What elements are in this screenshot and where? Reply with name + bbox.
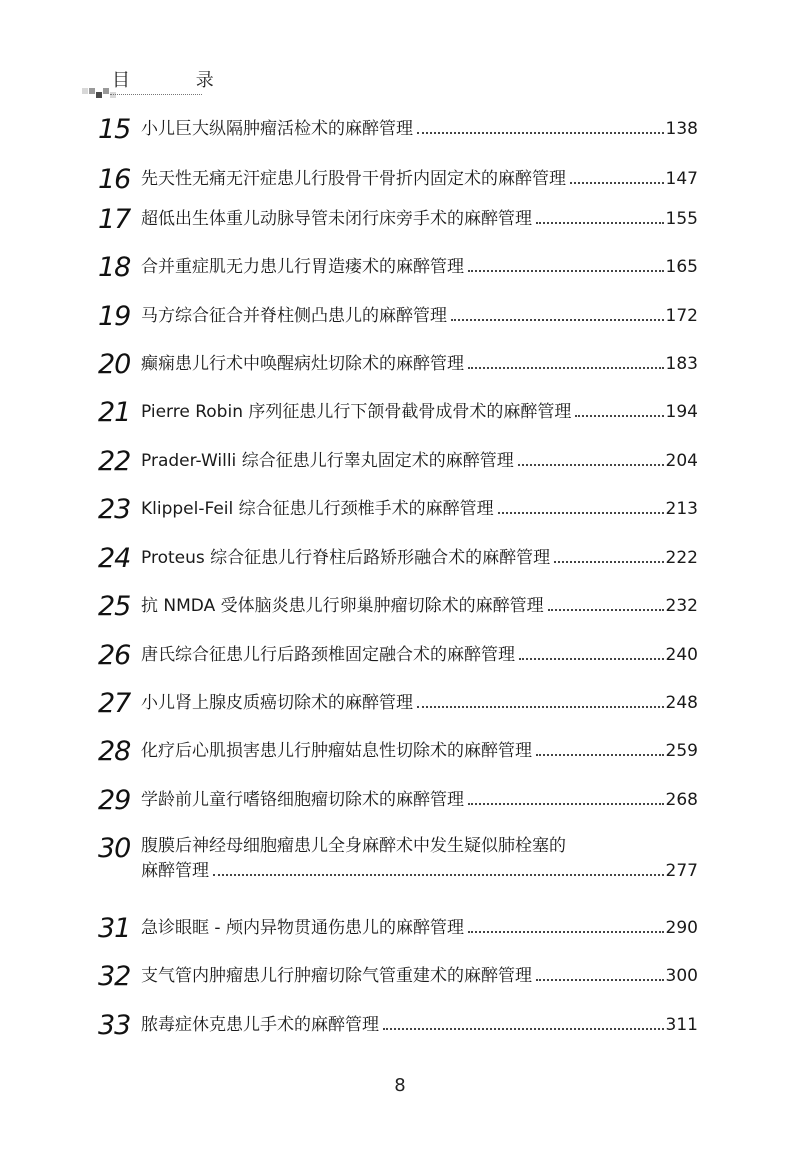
- chapter-title: 小儿巨大纵隔肿瘤活检术的麻醉管理: [141, 119, 413, 139]
- toc-entry[interactable]: [98, 495, 698, 535]
- dot-leader: [498, 512, 664, 514]
- dot-leader: [468, 931, 664, 933]
- chapter-title: Klippel-Feil 综合征患儿行颈椎手术的麻醉管理: [141, 499, 494, 519]
- toc-entry[interactable]: [98, 544, 698, 584]
- chapter-number: 31: [98, 913, 131, 944]
- dot-leader: [468, 270, 664, 272]
- toc-entry[interactable]: [98, 833, 698, 881]
- page-reference: 268: [665, 790, 698, 810]
- decoration-square: [96, 92, 102, 98]
- chapter-number: 15: [98, 114, 131, 145]
- chapter-number: 29: [98, 785, 131, 816]
- toc-entry[interactable]: [98, 350, 698, 390]
- chapter-number: 17: [98, 204, 131, 235]
- page-reference: 165: [665, 257, 698, 277]
- dot-leader: [548, 609, 664, 611]
- running-header: [82, 62, 244, 102]
- toc-entry[interactable]: [98, 786, 698, 826]
- page-reference: 290: [665, 918, 698, 938]
- chapter-number: 26: [98, 640, 131, 671]
- chapter-number: 30: [98, 833, 131, 864]
- toc-entry[interactable]: [98, 205, 698, 245]
- dot-leader: [570, 182, 664, 184]
- page-number: 8: [394, 1075, 406, 1096]
- page-reference: 172: [665, 306, 698, 326]
- toc-heading: 目 录: [112, 70, 244, 91]
- dot-leader: [468, 367, 664, 369]
- page-reference: 248: [665, 693, 698, 713]
- dot-leader: [213, 874, 664, 876]
- decoration-square: [110, 92, 116, 98]
- page-reference: 311: [665, 1015, 698, 1035]
- chapter-title: 小儿肾上腺皮质癌切除术的麻醉管理: [141, 693, 413, 713]
- toc-entry[interactable]: [98, 592, 698, 632]
- toc-entry[interactable]: [98, 689, 698, 729]
- chapter-title: 癫痫患儿行术中唤醒病灶切除术的麻醉管理: [141, 354, 464, 374]
- chapter-number: 22: [98, 446, 131, 477]
- page-reference: 222: [665, 548, 698, 568]
- chapter-title: 唐氏综合征患儿行后路颈椎固定融合术的麻醉管理: [141, 645, 515, 665]
- toc-entry[interactable]: [98, 914, 698, 954]
- chapter-title: 抗 NMDA 受体脑炎患儿行卵巢肿瘤切除术的麻醉管理: [141, 596, 544, 616]
- chapter-title: 合并重症肌无力患儿行胃造瘘术的麻醉管理: [141, 257, 464, 277]
- toc-entry[interactable]: [98, 737, 698, 777]
- page-reference: 213: [665, 499, 698, 519]
- dot-leader: [536, 979, 664, 981]
- chapter-title: 脓毒症休克患儿手术的麻醉管理: [141, 1015, 379, 1035]
- dot-leader: [575, 415, 663, 417]
- chapter-number: 25: [98, 591, 131, 622]
- chapter-number: 16: [98, 164, 131, 195]
- chapter-title: 学龄前儿童行嗜铬细胞瘤切除术的麻醉管理: [141, 790, 464, 810]
- page-reference: 240: [665, 645, 698, 665]
- toc-entry[interactable]: [98, 302, 698, 342]
- chapter-number: 18: [98, 252, 131, 283]
- chapter-number: 19: [98, 301, 131, 332]
- header-divider: [110, 94, 202, 95]
- toc-entry[interactable]: [98, 447, 698, 487]
- chapter-number: 23: [98, 494, 131, 525]
- toc-entry[interactable]: [98, 398, 698, 438]
- chapter-number: 33: [98, 1010, 131, 1041]
- page-reference: 259: [665, 741, 698, 761]
- chapter-title: 腹膜后神经母细胞瘤患儿全身麻醉术中发生疑似肺栓塞的: [141, 836, 566, 856]
- dot-leader: [536, 222, 664, 224]
- chapter-title: Pierre Robin 序列征患儿行下颌骨截骨成骨术的麻醉管理: [141, 402, 572, 422]
- chapter-number: 21: [98, 397, 131, 428]
- chapter-title-continued: 麻醉管理: [141, 861, 209, 881]
- chapter-number: 20: [98, 349, 131, 380]
- page-reference: 232: [665, 596, 698, 616]
- dot-leader: [519, 658, 664, 660]
- chapter-title: 化疗后心肌损害患儿行肿瘤姑息性切除术的麻醉管理: [141, 741, 532, 761]
- chapter-title: 先天性无痛无汗症患儿行股骨干骨折内固定术的麻醉管理: [141, 169, 566, 189]
- chapter-title: 马方综合征合并脊柱侧凸患儿的麻醉管理: [141, 306, 447, 326]
- page-reference: 204: [665, 451, 698, 471]
- dot-leader: [417, 706, 664, 708]
- dot-leader: [451, 319, 664, 321]
- page-reference: 147: [665, 169, 698, 189]
- page-reference: 194: [665, 402, 698, 422]
- dot-leader: [468, 803, 664, 805]
- page-reference: 277: [665, 861, 698, 881]
- chapter-title: 超低出生体重儿动脉导管未闭行床旁手术的麻醉管理: [141, 209, 532, 229]
- dot-leader: [536, 754, 664, 756]
- page-reference: 183: [665, 354, 698, 374]
- chapter-title: 急诊眼眶 - 颅内异物贯通伤患儿的麻醉管理: [141, 918, 464, 938]
- decoration-square: [103, 88, 109, 94]
- toc-entry[interactable]: [98, 1011, 698, 1051]
- dot-leader: [417, 132, 664, 134]
- decoration-square: [89, 88, 95, 94]
- chapter-number: 24: [98, 543, 131, 574]
- toc-entry[interactable]: [98, 641, 698, 681]
- page-reference: 138: [665, 119, 698, 139]
- dot-leader: [554, 561, 663, 563]
- chapter-number: 27: [98, 688, 131, 719]
- chapter-number: 28: [98, 736, 131, 767]
- chapter-title: 支气管内肿瘤患儿行肿瘤切除气管重建术的麻醉管理: [141, 966, 532, 986]
- toc-entry[interactable]: [98, 962, 698, 1002]
- chapter-title: Proteus 综合征患儿行脊柱后路矫形融合术的麻醉管理: [141, 548, 551, 568]
- page-reference: 155: [665, 209, 698, 229]
- dot-leader: [383, 1028, 664, 1030]
- toc-entry[interactable]: [98, 115, 698, 155]
- dot-leader: [518, 464, 664, 466]
- page-reference: 300: [665, 966, 698, 986]
- chapter-number: 32: [98, 961, 131, 992]
- chapter-title: Prader-Willi 综合征患儿行睾丸固定术的麻醉管理: [141, 451, 514, 471]
- decoration-square: [82, 88, 88, 94]
- toc-entry[interactable]: [98, 165, 698, 205]
- toc-entry[interactable]: [98, 253, 698, 293]
